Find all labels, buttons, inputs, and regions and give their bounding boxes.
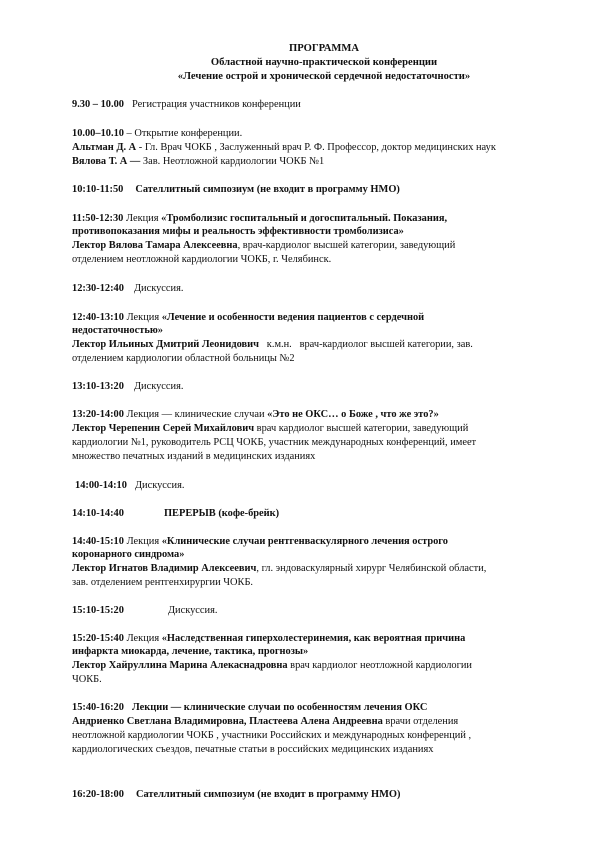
lecture-3-speaker: Лектор Черепенин Серей Михайлович	[72, 423, 255, 434]
lecture-5-title-2: инфаркта миокарда, лечение, тактика, прогнозы»	[72, 646, 309, 657]
lecture-4-role-1: , гл. эндоваскулярный хирург Челябинской области,	[256, 563, 487, 574]
opening-time: 10.00–10.10	[72, 128, 124, 139]
lecture-1-time: 11:50-12:30	[72, 213, 124, 224]
lecture-1-speaker: Лектор Вялова Тамара Алексеевна	[72, 240, 238, 251]
satellite-1-time: 10:10-11:50	[72, 184, 124, 195]
opening-speaker-1	[72, 141, 576, 154]
lecture-2-kind: Лекция	[126, 312, 160, 323]
discussion-4-time: 15:10-15:20	[72, 605, 124, 616]
lecture-1-title-1: «Тромболизис госпитальный и догоспитальный. Показания,	[161, 213, 448, 224]
lecture-6-role-3: кардиологических съездов, печатные статьи в российских медицинских изданиях	[72, 744, 434, 755]
lecture-3-time: 13:20-14:00	[72, 409, 124, 420]
satellite-1-line	[72, 183, 576, 196]
document-subtitle: Областной научно-практической конференции	[210, 57, 438, 68]
lecture-5-speaker: Лектор Хайруллина Марина Алекаснадровна	[72, 660, 288, 671]
satellite-2-time: 16:20-18:00	[72, 789, 124, 800]
document-title: ПРОГРАММА	[288, 43, 360, 54]
break-line	[72, 507, 576, 520]
lecture-2-time: 12:40-13:10	[72, 312, 124, 323]
discussion-2-time: 13:10-13:20	[72, 381, 124, 392]
lecture-5-title-1: «Наследственная гиперхолестеринемия, как вероятная причина	[161, 633, 466, 644]
lecture-2-role-2: отделением кардиологии областной больницы №2	[72, 353, 295, 364]
break-text: ПЕРЕРЫВ (кофе-брейк)	[163, 508, 280, 519]
lecture-4-speaker: Лектор Игнатов Владимир Алексеевич	[72, 563, 257, 574]
lecture-1-kind: Лекция	[125, 213, 159, 224]
satellite-2-line	[72, 788, 576, 801]
satellite-1-text: Сателлитный симпозиум (не входит в программу НМО)	[135, 184, 400, 195]
discussion-4-text: Дискуссия.	[167, 605, 218, 616]
lecture-6-time: 15:40-16:20	[72, 702, 124, 713]
opening-speaker-1-name: Альтман Д. А	[72, 142, 137, 153]
lecture-6-line-1	[72, 701, 576, 714]
registration-line	[72, 98, 576, 111]
lecture-6-role-1: врачи отделения	[382, 716, 459, 727]
lecture-2-title-2: недостаточностью»	[72, 325, 163, 336]
discussion-2-text: Дискуссия.	[133, 381, 184, 392]
lecture-1-line-1	[72, 212, 576, 225]
lecture-6-speakers: Андриенко Светлана Владимировна, Пластеева Алена Андреевна	[72, 716, 383, 727]
lecture-2-speaker: Лектор Ильиных Дмитрий Леонидович	[72, 339, 259, 350]
lecture-5-role-1: врач кардиолог неотложной кардиологии	[287, 660, 472, 671]
lecture-4-role-2: зав. отделением рентгенхирургии ЧОКБ.	[72, 577, 254, 588]
lecture-6-speakers-line	[72, 715, 576, 728]
lecture-5-kind: Лекция	[126, 633, 160, 644]
lecture-1-speaker-line	[72, 239, 576, 252]
lecture-4-title-1: «Клинические случаи рентгенваскулярного лечения острого	[161, 536, 448, 547]
discussion-1-text: Дискуссия.	[133, 283, 184, 294]
lecture-6-role-2: неотложной кардиологии ЧОКБ , участники Российских и международных конференций ,	[72, 730, 472, 741]
lecture-5-speaker-line	[72, 659, 576, 672]
opening-speaker-2-role: Зав. Неотложной кардиологии ЧОКБ №1	[140, 156, 325, 167]
opening-speaker-2-name: Вялова Т. А —	[72, 156, 141, 167]
lecture-3-text: Лекция — клинические случаи	[123, 409, 268, 420]
opening-line	[72, 127, 576, 140]
discussion-1-line	[72, 282, 576, 295]
lecture-2-line-1	[72, 311, 576, 324]
satellite-2-text: Сателлитный симпозиум (не входит в программу НМО)	[135, 789, 401, 800]
discussion-3-line	[75, 479, 579, 492]
lecture-1-role-2: отделением неотложной кардиологии ЧОКБ, г. Челябинск.	[72, 254, 332, 265]
lecture-3-speaker-line	[72, 422, 576, 435]
lecture-4-kind: Лекция	[126, 536, 160, 547]
lecture-4-time: 14:40-15:10	[72, 536, 124, 547]
opening-text: – Открытие конференции.	[123, 128, 243, 139]
conference-theme: «Лечение острой и хронической сердечной недостаточности»	[177, 71, 471, 82]
opening-speaker-2	[72, 155, 576, 168]
lecture-2-speaker-line	[72, 338, 576, 351]
lecture-3-role-1: врач кардиолог высшей категории, заведующий	[254, 423, 469, 434]
registration-text: Регистрация участников конференции	[131, 99, 301, 110]
discussion-1-time: 12:30-12:40	[72, 283, 124, 294]
break-time: 14:10-14:40	[72, 508, 124, 519]
lecture-4-title-2: коронарного синдрома»	[72, 549, 185, 560]
lecture-2-role-1: к.м.н. врач-кардиолог высшей категории, зав.	[259, 339, 473, 350]
lecture-3-line-1	[72, 408, 576, 421]
discussion-2-line	[72, 380, 576, 393]
lecture-3-role-3: множество печатных изданий в медицинских изданиях	[72, 451, 316, 462]
lecture-3-title: «Это не ОКС… о Боже , что же это?»	[267, 409, 439, 420]
discussion-3-time: 14:00-14:10	[75, 480, 127, 491]
lecture-5-line-1	[72, 632, 576, 645]
registration-time: 9.30 – 10.00	[72, 99, 124, 110]
lecture-4-line-1	[72, 535, 576, 548]
opening-speaker-1-role: - Гл. Врач ЧОКБ , Заслуженный врач Р. Ф. Профессор, доктор медицинских наук	[136, 142, 496, 153]
lecture-6-title: Лекции — клинические случаи по особенностям лечения ОКС	[131, 702, 428, 713]
discussion-4-line	[72, 604, 576, 617]
discussion-3-text: Дискуссия.	[134, 480, 185, 491]
lecture-1-role-1: , врач-кардиолог высшей категории, заведующий	[237, 240, 456, 251]
lecture-5-time: 15:20-15:40	[72, 633, 124, 644]
lecture-4-speaker-line	[72, 562, 576, 575]
lecture-1-title-2: противопоказания мифы и реальность эффективности тромболизиса»	[72, 226, 404, 237]
lecture-3-role-2: кардиологии №1, руководитель РСЦ ЧОКБ, участник международных конференций, имеет	[72, 437, 477, 448]
lecture-5-role-2: ЧОКБ.	[72, 674, 102, 685]
lecture-2-title-1: «Лечение и особенности ведения пациентов с сердечной	[161, 312, 425, 323]
